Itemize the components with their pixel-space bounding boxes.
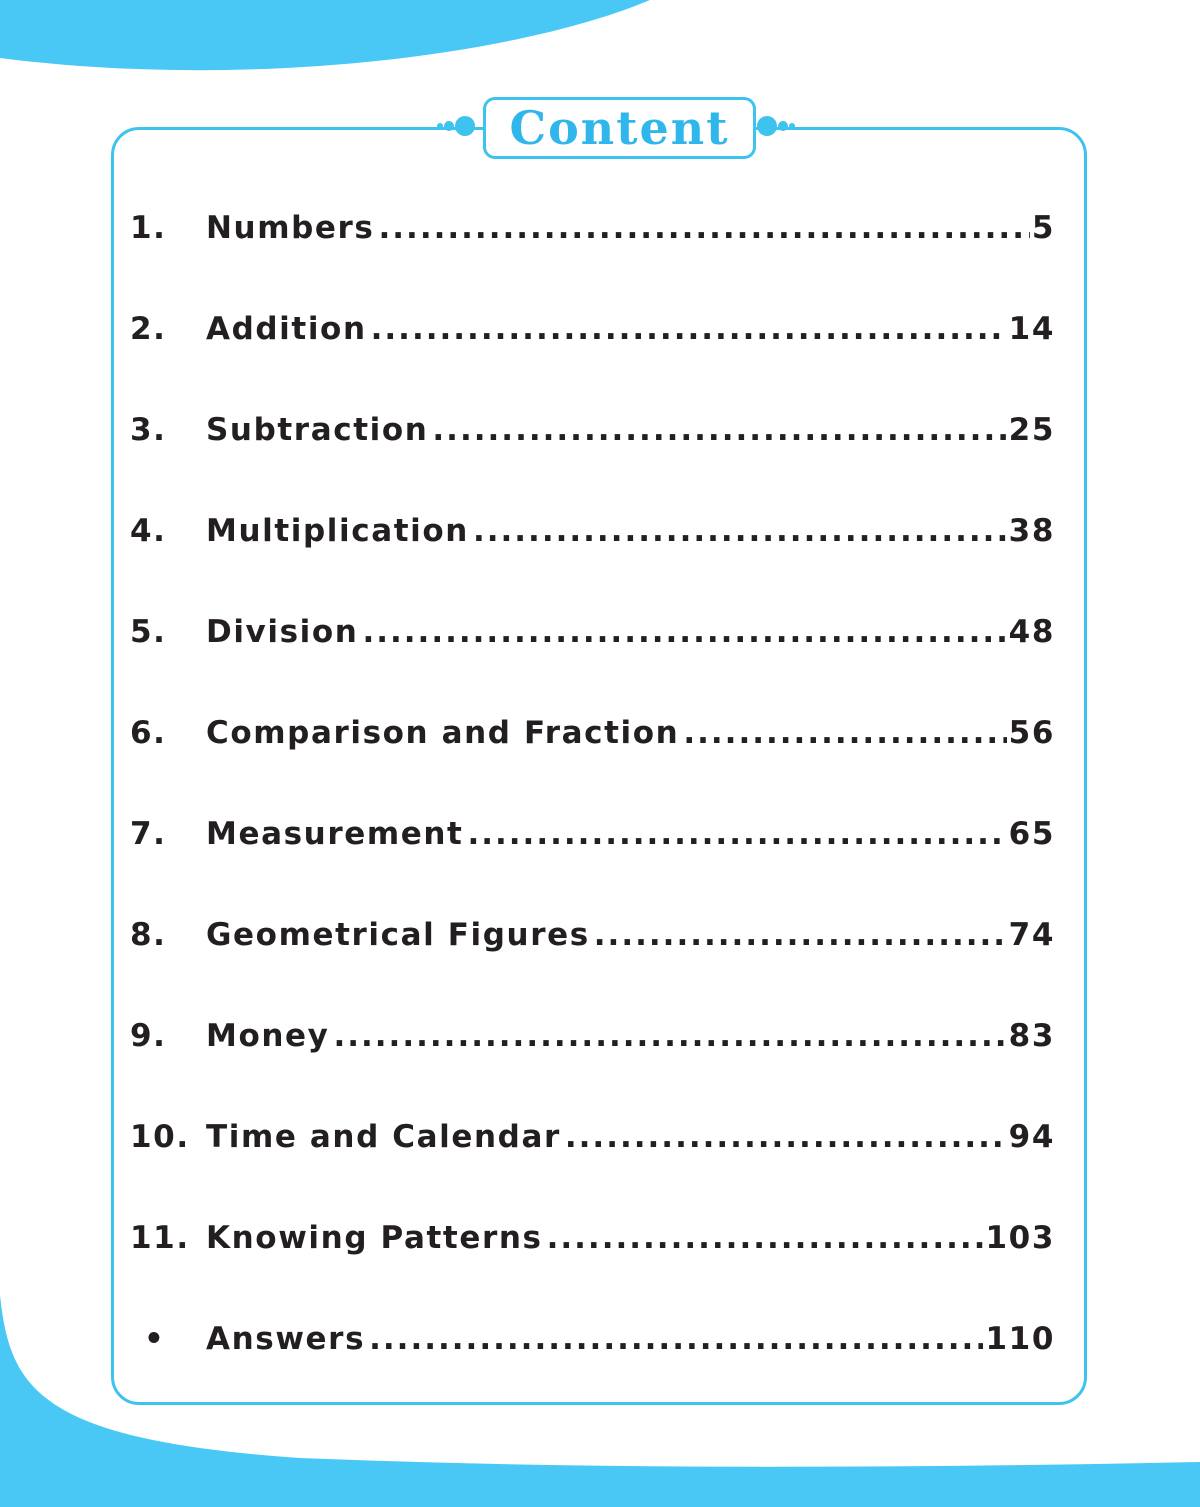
toc-entry-time-and-calendar[interactable]	[130, 1119, 1055, 1220]
toc-entry-number: 3.	[130, 412, 167, 448]
dot-leader	[371, 311, 1007, 347]
toc-entry-title: Geometrical Figures	[206, 917, 590, 953]
toc-entry-title: Addition	[206, 311, 367, 347]
toc-entry-page: 94	[1008, 1119, 1055, 1155]
dot-leader	[683, 715, 1006, 751]
dot-leader	[369, 1321, 983, 1357]
toc-entry-number: 9.	[130, 1018, 167, 1054]
toc-entry-title: Subtraction	[206, 412, 429, 448]
toc-entry-page: 38	[1008, 513, 1055, 549]
toc-entry-number: 5.	[130, 614, 167, 650]
toc-entry-geometrical-figures[interactable]	[130, 917, 1055, 1018]
toc-entry-multiplication[interactable]	[130, 513, 1055, 614]
toc-entry-title: Measurement	[206, 816, 464, 852]
page-title: Content	[509, 101, 730, 155]
dot-leader	[333, 1018, 1006, 1054]
ornament-dot-right-mid	[778, 121, 788, 131]
toc-entry-comparison-and-fraction[interactable]	[130, 715, 1055, 816]
bullet-icon: •	[144, 1321, 166, 1357]
toc-entry-title: Division	[206, 614, 359, 650]
ornament-dot-left-large	[455, 116, 475, 136]
dot-leader	[565, 1119, 1007, 1155]
dot-leader	[378, 210, 1029, 246]
toc-entry-subtraction[interactable]	[130, 412, 1055, 513]
toc-entry-number: 7.	[130, 816, 167, 852]
toc-entry-title: Multiplication	[206, 513, 469, 549]
toc-entry-title: Money	[206, 1018, 330, 1054]
dot-leader	[432, 412, 1006, 448]
toc-entry-number: 1.	[130, 210, 167, 246]
toc-entry-division[interactable]	[130, 614, 1055, 715]
toc-entry-answers[interactable]	[130, 1321, 1055, 1422]
toc-entry-page: 14	[1008, 311, 1055, 347]
ornament-dot-right-large	[757, 116, 777, 136]
toc-entry-number: 6.	[130, 715, 167, 751]
toc-entry-page: 74	[1008, 917, 1055, 953]
toc-entry-addition[interactable]	[130, 311, 1055, 412]
toc-entry-title: Numbers	[206, 210, 375, 246]
ornament-dot-left-mid	[444, 121, 454, 131]
toc-entry-page: 25	[1008, 412, 1055, 448]
toc-entry-page: 110	[985, 1321, 1055, 1357]
toc-entry-page: 5	[1031, 210, 1055, 246]
table-of-contents	[130, 210, 1055, 1422]
ornament-dot-right-small	[789, 123, 795, 129]
toc-entry-number: 8.	[130, 917, 167, 953]
dot-leader	[467, 816, 1006, 852]
toc-entry-money[interactable]	[130, 1018, 1055, 1119]
toc-entry-measurement[interactable]	[130, 816, 1055, 917]
toc-entry-title: Comparison and Fraction	[206, 715, 680, 751]
toc-entry-numbers[interactable]	[130, 210, 1055, 311]
toc-entry-number: 11.	[130, 1220, 190, 1256]
dot-leader	[473, 513, 1007, 549]
toc-entry-page: 65	[1008, 816, 1055, 852]
dot-leader	[362, 614, 1006, 650]
top-wave	[0, 0, 650, 70]
toc-entry-page: 48	[1008, 614, 1055, 650]
toc-entry-page: 103	[985, 1220, 1055, 1256]
ornament-dot-left-small	[437, 123, 443, 129]
title-box	[483, 97, 756, 159]
toc-entry-number: 10.	[130, 1119, 190, 1155]
toc-entry-title: Answers	[206, 1321, 366, 1357]
toc-entry-page: 83	[1008, 1018, 1055, 1054]
toc-entry-number: 2.	[130, 311, 167, 347]
toc-entry-title: Time and Calendar	[206, 1119, 561, 1155]
toc-entry-title: Knowing Patterns	[206, 1220, 543, 1256]
toc-entry-number: 4.	[130, 513, 167, 549]
dot-leader	[594, 917, 1007, 953]
toc-entry-knowing-patterns[interactable]	[130, 1220, 1055, 1321]
toc-entry-page: 56	[1008, 715, 1055, 751]
dot-leader	[547, 1220, 984, 1256]
